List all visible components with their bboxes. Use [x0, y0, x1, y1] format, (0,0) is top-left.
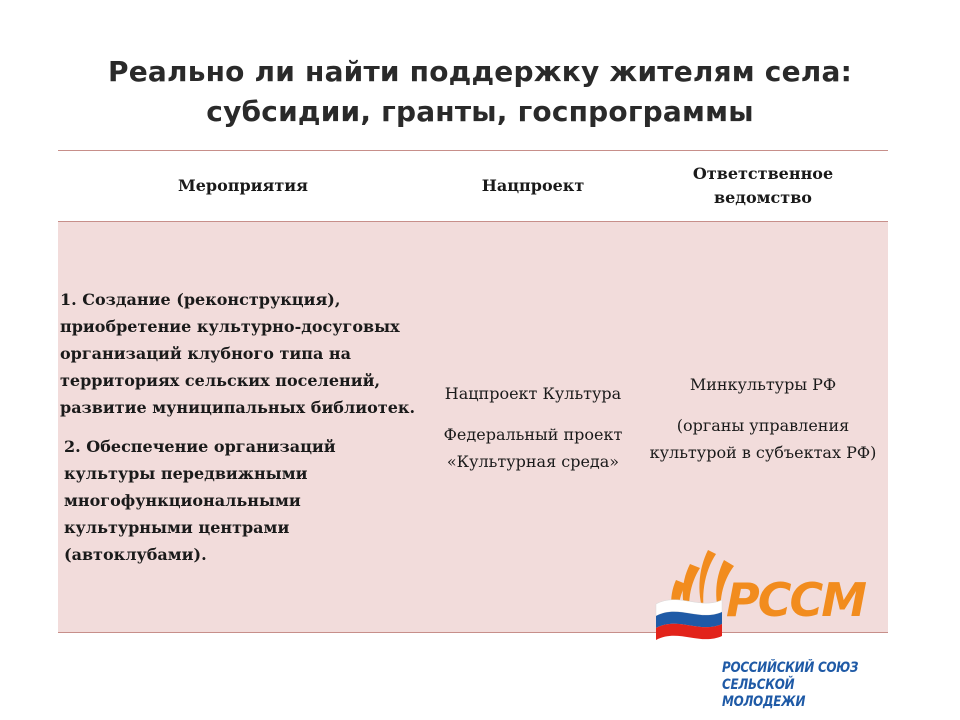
- federal-project-name: Федеральный проект «Культурная среда»: [443, 424, 623, 471]
- logo-caption-line-1: РОССИЙСКИЙ СОЮЗ: [722, 660, 859, 676]
- event-item-2: 2. Обеспечение организаций культуры передвижными многофункциональными культурными центрами (автоклубами).: [64, 437, 336, 564]
- logo-caption-line-2: СЕЛЬСКОЙ МОЛОДЕЖИ: [722, 677, 806, 710]
- event-item-1: 1. Создание (реконструкция), приобретение культурно-досуговых организаций клубного типа на территориях сельских поселений, развитие муниципальных библиотек.: [60, 290, 416, 417]
- agency-name: Минкультуры РФ: [689, 374, 837, 394]
- agency-note: (органы управления культурой в субъектах РФ): [649, 415, 877, 462]
- cell-responsible-agency: [638, 371, 888, 466]
- rssm-logo: [650, 540, 890, 710]
- national-project-name: Нацпроект Культура: [444, 383, 622, 403]
- header-responsible-agency-line-2: ведомство: [714, 188, 812, 207]
- rssm-logo-emblem: [650, 540, 890, 660]
- slide-title-line-1: Реально ли найти поддержку жителям села:: [108, 55, 852, 88]
- logo-abbreviation: РССМ: [726, 573, 866, 627]
- slide-title: [60, 52, 900, 132]
- table-header-row: [58, 151, 888, 221]
- header-events: Мероприятия: [178, 176, 308, 195]
- header-national-project: Нацпроект: [481, 176, 585, 195]
- header-responsible-agency: [638, 162, 888, 210]
- cell-national-project: [428, 380, 638, 475]
- logo-caption: [722, 660, 867, 711]
- slide-title-line-2: субсидии, гранты, госпрограммы: [206, 95, 754, 128]
- header-responsible-agency-line-1: Ответственное: [692, 164, 834, 183]
- cell-events: [58, 286, 428, 568]
